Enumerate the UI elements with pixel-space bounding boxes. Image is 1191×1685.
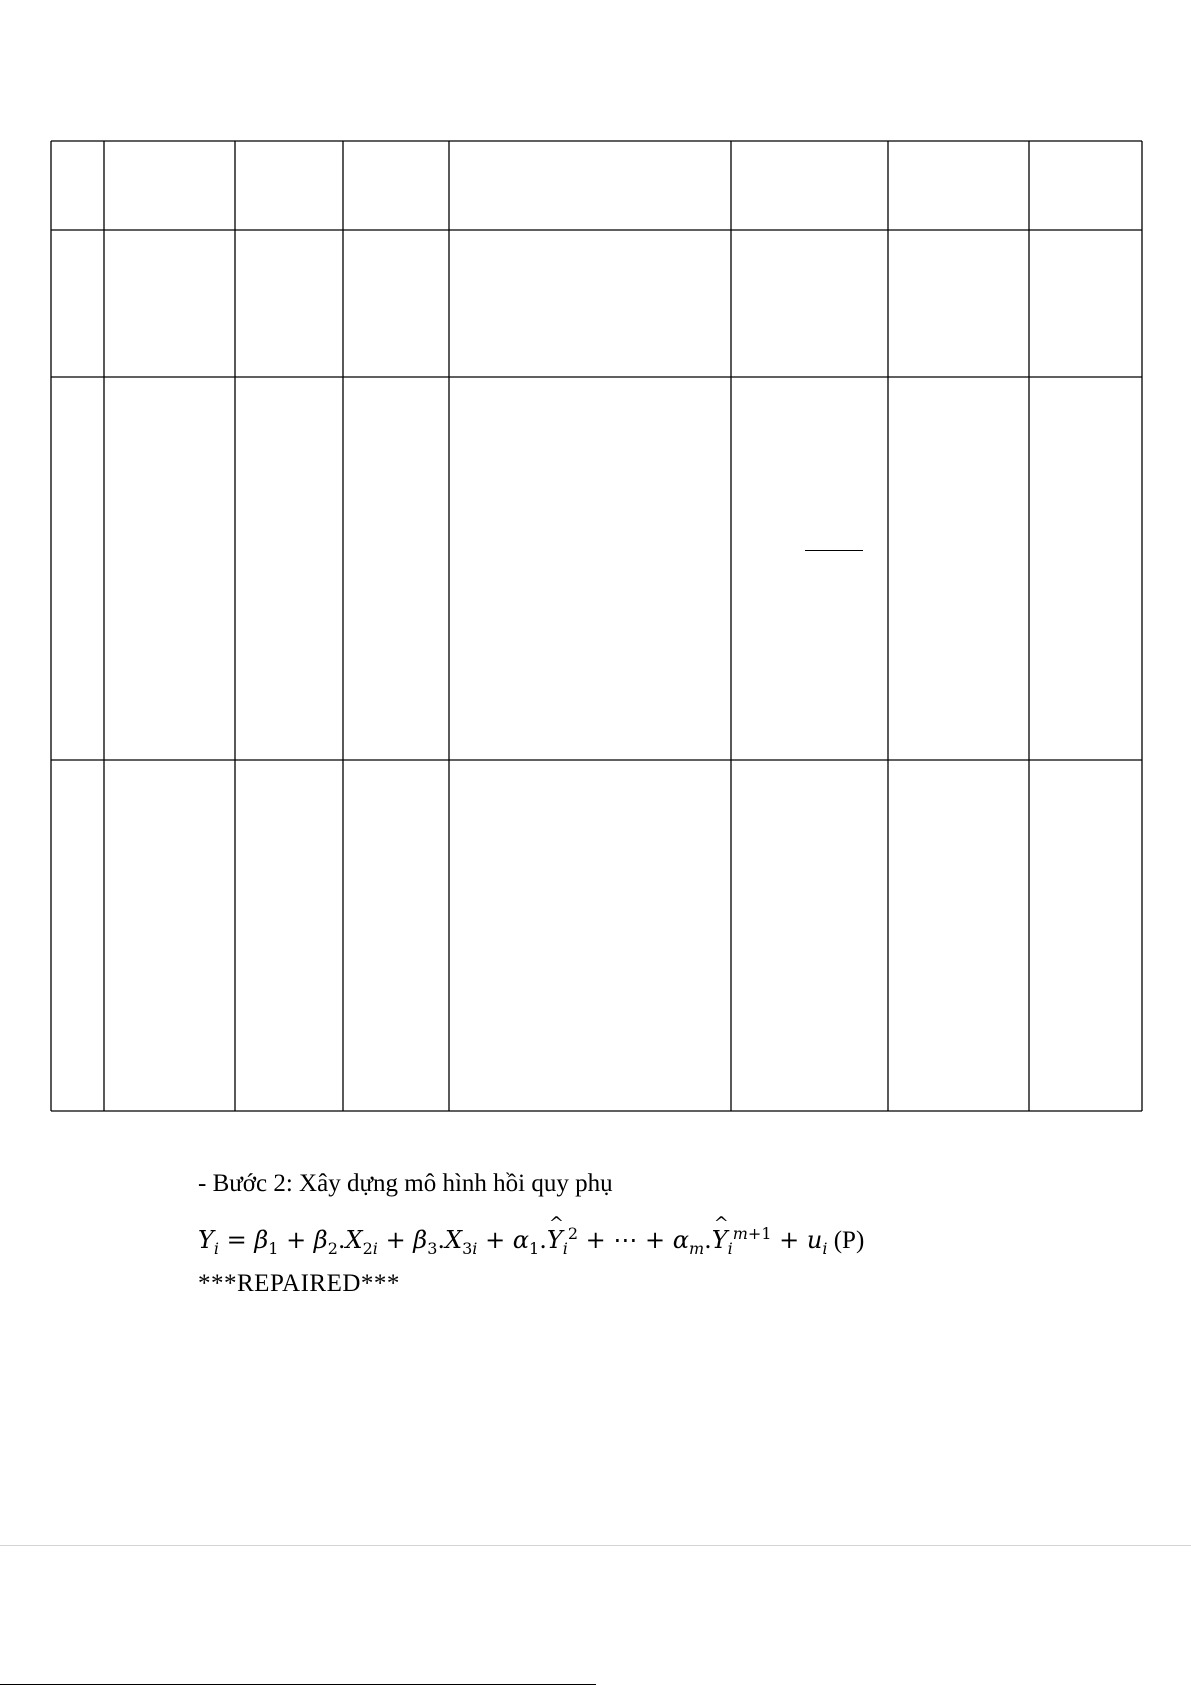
regression-formula [198,1218,864,1265]
step-2-heading: - Bước 2: Xây dựng mô hình hồi quy phụ [198,1170,613,1197]
fraction-bar [805,550,863,551]
formula-math: $Y_i = \beta_1 + \beta_2.X_{2i} + \beta_3.X_{3i}$ + $\alpha_1.\^{}$ $Y_i^2$ + ⋯ + $\alpha_m.\^{}$ $Y_i^{m+1} + u_i$ [198,1226,827,1254]
formula-tag: (P) [833,1227,865,1254]
repaired-note: ***REPAIRED*** [198,1270,400,1297]
page-footer-divider [0,1545,1191,1546]
